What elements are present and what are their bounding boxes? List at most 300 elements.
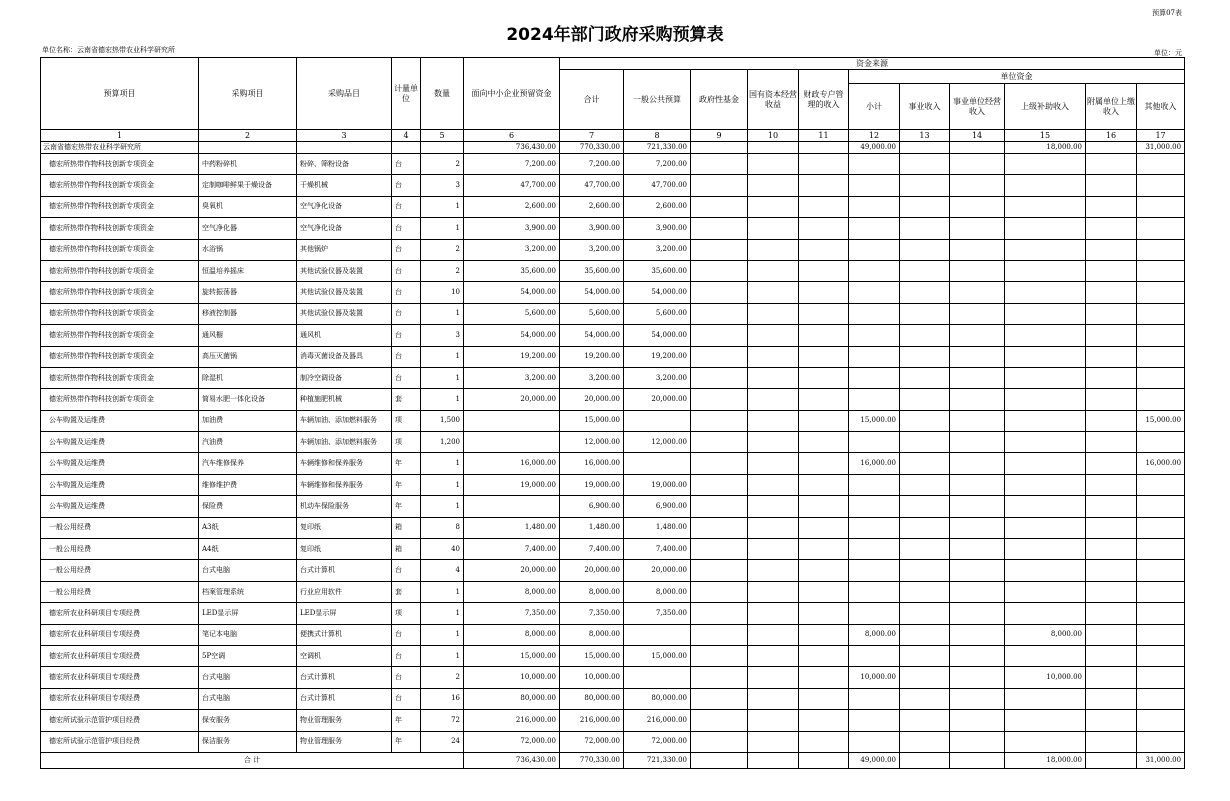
table-cell: 4	[421, 560, 464, 581]
table-cell	[691, 645, 748, 666]
table-cell: 粉碎、筛粉设备	[297, 154, 392, 175]
table-cell	[849, 175, 900, 196]
total-cell: 721,330.00	[624, 752, 691, 768]
table-cell	[900, 453, 950, 474]
table-cell	[900, 603, 950, 624]
table-cell	[950, 367, 1005, 388]
table-cell: 台	[392, 667, 421, 688]
table-cell: 保安服务	[199, 710, 297, 731]
table-cell	[691, 303, 748, 324]
table-cell	[1005, 603, 1086, 624]
header-unit-funds: 单位资金	[849, 70, 1185, 84]
column-number: 12	[849, 130, 900, 142]
table-cell: 德宏所农业科研项目专项经费	[41, 688, 199, 709]
unit-name: 单位名称：云南省德宏热带农业科学研究所	[42, 46, 175, 54]
table-cell	[392, 142, 421, 154]
table-cell: 其他锅炉	[297, 239, 392, 260]
table-cell: 12,000.00	[560, 432, 624, 453]
table-cell: 1	[421, 624, 464, 645]
header-state-capital: 国有资本经营收益	[748, 70, 799, 130]
table-cell	[1005, 731, 1086, 752]
table-cell: 7,200.00	[464, 154, 560, 175]
table-cell	[1137, 560, 1185, 581]
table-cell	[799, 474, 849, 495]
table-cell: 770,330.00	[560, 142, 624, 154]
table-cell: 1	[421, 581, 464, 602]
table-cell	[464, 410, 560, 431]
table-cell	[748, 239, 799, 260]
table-cell: 德宏所热带作物科技创新专项资金	[41, 346, 199, 367]
table-cell	[849, 325, 900, 346]
table-row	[41, 539, 1185, 560]
table-cell	[799, 218, 849, 239]
table-cell	[799, 624, 849, 645]
table-cell: 套	[392, 581, 421, 602]
table-cell	[1005, 688, 1086, 709]
table-cell	[1137, 688, 1185, 709]
table-cell: 80,000.00	[464, 688, 560, 709]
table-cell: 年	[392, 731, 421, 752]
table-cell: 80,000.00	[624, 688, 691, 709]
table-row	[41, 154, 1185, 175]
table-cell	[799, 645, 849, 666]
table-cell	[1086, 539, 1137, 560]
table-cell	[1137, 731, 1185, 752]
total-cell	[691, 752, 748, 768]
table-cell	[1137, 389, 1185, 410]
column-number: 4	[392, 130, 421, 142]
table-cell	[900, 624, 950, 645]
table-cell	[950, 260, 1005, 281]
unit-total-row	[41, 142, 1185, 154]
header-superior-subsidy: 上级补助收入	[1005, 84, 1086, 130]
table-cell	[950, 303, 1005, 324]
currency-unit: 单位：元	[1154, 49, 1182, 57]
table-row	[41, 667, 1185, 688]
table-cell	[900, 731, 950, 752]
table-cell	[748, 667, 799, 688]
table-cell	[624, 453, 691, 474]
table-cell: 消毒灭菌设备及器具	[297, 346, 392, 367]
table-cell: LED显示屏	[199, 603, 297, 624]
table-cell	[748, 603, 799, 624]
table-cell: 18,000.00	[1005, 142, 1086, 154]
table-cell	[799, 496, 849, 517]
table-cell	[900, 496, 950, 517]
table-cell: 德宏所农业科研项目专项经费	[41, 603, 199, 624]
table-cell: 其他试验仪器及装置	[297, 282, 392, 303]
procurement-budget-table	[40, 57, 1185, 769]
table-cell	[748, 142, 799, 154]
table-cell: 德宏所热带作物科技创新专项资金	[41, 196, 199, 217]
table-cell: 40	[421, 539, 464, 560]
table-cell	[624, 667, 691, 688]
table-cell	[1137, 346, 1185, 367]
table-cell	[849, 218, 900, 239]
table-cell: 10,000.00	[849, 667, 900, 688]
table-cell	[849, 346, 900, 367]
table-cell	[1137, 303, 1185, 324]
table-cell	[950, 645, 1005, 666]
table-cell: 5,600.00	[560, 303, 624, 324]
table-cell	[1086, 260, 1137, 281]
table-cell	[1137, 645, 1185, 666]
table-cell: 保险费	[199, 496, 297, 517]
table-cell	[1137, 667, 1185, 688]
table-cell	[1086, 218, 1137, 239]
table-cell: 台	[392, 196, 421, 217]
table-cell	[900, 260, 950, 281]
table-cell	[1086, 603, 1137, 624]
table-cell	[799, 539, 849, 560]
table-cell: 8,000.00	[1005, 624, 1086, 645]
table-cell	[900, 303, 950, 324]
header-budget-item: 预算项目	[41, 58, 199, 130]
table-cell	[691, 731, 748, 752]
table-cell: 台	[392, 325, 421, 346]
table-cell	[900, 175, 950, 196]
table-cell	[799, 432, 849, 453]
table-row	[41, 453, 1185, 474]
table-cell	[950, 517, 1005, 538]
table-cell	[900, 432, 950, 453]
table-cell	[691, 260, 748, 281]
table-cell: 汽油费	[199, 432, 297, 453]
table-cell	[900, 325, 950, 346]
table-cell	[1086, 710, 1137, 731]
table-cell	[900, 154, 950, 175]
table-cell	[900, 667, 950, 688]
table-cell	[1137, 474, 1185, 495]
table-cell	[799, 389, 849, 410]
table-cell	[691, 389, 748, 410]
table-cell: 项	[392, 603, 421, 624]
table-cell: 空气净化设备	[297, 196, 392, 217]
table-cell: 物业管理服务	[297, 731, 392, 752]
table-cell: 台	[392, 560, 421, 581]
total-cell	[1086, 752, 1137, 768]
table-cell: 8,000.00	[849, 624, 900, 645]
table-cell: 8	[421, 517, 464, 538]
table-cell	[1005, 645, 1086, 666]
table-cell: 3	[421, 175, 464, 196]
table-cell: 空气净化设备	[297, 218, 392, 239]
table-row	[41, 303, 1185, 324]
column-number: 7	[560, 130, 624, 142]
table-cell: 2	[421, 239, 464, 260]
table-cell	[1086, 517, 1137, 538]
table-row	[41, 603, 1185, 624]
table-cell: 1	[421, 303, 464, 324]
table-cell	[691, 624, 748, 645]
table-cell: 3,200.00	[464, 367, 560, 388]
table-cell: 德宏所热带作物科技创新专项资金	[41, 367, 199, 388]
table-cell: 20,000.00	[624, 560, 691, 581]
table-cell	[748, 624, 799, 645]
table-cell: 47,700.00	[464, 175, 560, 196]
table-cell: 定制咖啡鲜果干燥设备	[199, 175, 297, 196]
table-cell	[950, 474, 1005, 495]
table-cell: 54,000.00	[560, 325, 624, 346]
table-cell	[464, 432, 560, 453]
table-row	[41, 645, 1185, 666]
table-cell: 台式计算机	[297, 688, 392, 709]
table-cell: 台式电脑	[199, 560, 297, 581]
table-cell: 8,000.00	[560, 581, 624, 602]
table-cell	[900, 389, 950, 410]
table-cell: 2	[421, 667, 464, 688]
table-cell	[950, 218, 1005, 239]
table-cell: 3,200.00	[624, 239, 691, 260]
table-cell	[691, 667, 748, 688]
table-cell	[748, 432, 799, 453]
table-cell	[900, 517, 950, 538]
table-cell	[950, 453, 1005, 474]
table-cell	[691, 142, 748, 154]
table-cell	[799, 303, 849, 324]
table-cell	[900, 282, 950, 303]
header-general-budget: 一般公共预算	[624, 70, 691, 130]
table-cell	[1005, 303, 1086, 324]
table-cell	[799, 346, 849, 367]
column-number: 14	[950, 130, 1005, 142]
table-cell: 台	[392, 367, 421, 388]
table-cell	[799, 581, 849, 602]
table-cell	[849, 474, 900, 495]
table-cell	[950, 496, 1005, 517]
table-cell	[1086, 474, 1137, 495]
table-cell: 空调机	[297, 645, 392, 666]
table-cell	[691, 196, 748, 217]
table-cell: 1,200	[421, 432, 464, 453]
table-cell: 行业应用软件	[297, 581, 392, 602]
column-number: 5	[421, 130, 464, 142]
table-cell	[849, 603, 900, 624]
table-cell	[1086, 496, 1137, 517]
table-cell: 7,200.00	[624, 154, 691, 175]
table-cell	[799, 142, 849, 154]
table-cell	[691, 282, 748, 303]
table-cell	[1086, 282, 1137, 303]
header-subtotal: 小计	[849, 84, 900, 130]
table-cell	[1005, 389, 1086, 410]
table-cell: 一般公用经费	[41, 581, 199, 602]
table-cell: 一般公用经费	[41, 539, 199, 560]
table-cell: 车辆维修和保养服务	[297, 453, 392, 474]
table-row	[41, 346, 1185, 367]
table-cell: 箱	[392, 539, 421, 560]
table-cell: 通风橱	[199, 325, 297, 346]
table-cell	[849, 196, 900, 217]
table-cell: 72,000.00	[560, 731, 624, 752]
column-number: 17	[1137, 130, 1185, 142]
table-cell	[849, 239, 900, 260]
table-cell: 德宏所试验示范管护项目经费	[41, 710, 199, 731]
table-cell	[1005, 453, 1086, 474]
table-cell	[748, 367, 799, 388]
total-cell	[900, 752, 950, 768]
table-cell: 汽车维修保养	[199, 453, 297, 474]
table-cell: 车辆加油、添加燃料服务	[297, 410, 392, 431]
table-row	[41, 410, 1185, 431]
table-cell	[691, 688, 748, 709]
table-cell: 项	[392, 410, 421, 431]
table-cell	[849, 389, 900, 410]
table-cell	[748, 453, 799, 474]
table-cell	[900, 196, 950, 217]
table-cell	[849, 645, 900, 666]
table-cell: 通风机	[297, 325, 392, 346]
table-cell	[799, 603, 849, 624]
table-cell: 物业管理服务	[297, 710, 392, 731]
table-cell	[1005, 517, 1086, 538]
table-row	[41, 175, 1185, 196]
table-cell: 8,000.00	[464, 624, 560, 645]
table-cell: 3,200.00	[560, 239, 624, 260]
table-cell	[748, 645, 799, 666]
table-cell	[950, 282, 1005, 303]
column-number: 15	[1005, 130, 1086, 142]
table-cell: 公车购置及运维费	[41, 410, 199, 431]
table-cell: 旋转振荡器	[199, 282, 297, 303]
table-cell	[1137, 218, 1185, 239]
table-cell: 15,000.00	[624, 645, 691, 666]
table-cell	[1005, 367, 1086, 388]
table-cell	[1137, 517, 1185, 538]
table-cell: 干燥机械	[297, 175, 392, 196]
table-cell	[297, 142, 392, 154]
table-cell	[950, 710, 1005, 731]
table-cell	[1086, 410, 1137, 431]
table-cell	[691, 325, 748, 346]
table-cell: 台式计算机	[297, 667, 392, 688]
table-cell	[849, 688, 900, 709]
table-cell	[849, 303, 900, 324]
table-cell	[950, 175, 1005, 196]
table-cell: 一般公用经费	[41, 560, 199, 581]
table-cell	[1086, 432, 1137, 453]
table-cell	[1137, 154, 1185, 175]
header-purchase-item: 采购项目	[199, 58, 297, 130]
table-cell: 简易水肥一体化设备	[199, 389, 297, 410]
table-cell	[691, 218, 748, 239]
table-cell: 721,330.00	[624, 142, 691, 154]
table-cell: 72,000.00	[624, 731, 691, 752]
table-cell: 制冷空调设备	[297, 367, 392, 388]
table-cell: 15,000.00	[560, 410, 624, 431]
table-cell	[748, 710, 799, 731]
table-cell	[748, 303, 799, 324]
table-cell: 19,200.00	[560, 346, 624, 367]
table-row	[41, 432, 1185, 453]
table-cell: 16,000.00	[560, 453, 624, 474]
table-cell	[748, 325, 799, 346]
table-cell	[900, 710, 950, 731]
table-cell: 54,000.00	[560, 282, 624, 303]
table-cell: 1	[421, 346, 464, 367]
table-cell	[950, 688, 1005, 709]
table-cell	[950, 432, 1005, 453]
table-cell	[849, 260, 900, 281]
table-cell: 19,000.00	[624, 474, 691, 495]
table-cell: 1	[421, 389, 464, 410]
table-cell: 7,400.00	[464, 539, 560, 560]
table-cell	[691, 453, 748, 474]
table-cell: 16,000.00	[849, 453, 900, 474]
table-cell	[748, 282, 799, 303]
table-cell: 恒温培养摇床	[199, 260, 297, 281]
table-cell: 3,900.00	[624, 218, 691, 239]
table-cell	[691, 539, 748, 560]
table-cell: 80,000.00	[560, 688, 624, 709]
table-cell: 公车购置及运维费	[41, 496, 199, 517]
column-number: 6	[464, 130, 560, 142]
table-cell: 公车购置及运维费	[41, 432, 199, 453]
table-cell	[950, 410, 1005, 431]
table-cell	[849, 432, 900, 453]
total-cell	[799, 752, 849, 768]
table-cell	[1005, 410, 1086, 431]
table-cell	[748, 560, 799, 581]
table-cell	[691, 175, 748, 196]
table-cell: 台	[392, 218, 421, 239]
header-affiliated-income: 附属单位上缴收入	[1086, 84, 1137, 130]
table-cell: 216,000.00	[560, 710, 624, 731]
table-cell: 6,900.00	[560, 496, 624, 517]
table-cell	[748, 539, 799, 560]
table-cell	[748, 517, 799, 538]
table-cell: 8,000.00	[560, 624, 624, 645]
table-cell: 72,000.00	[464, 731, 560, 752]
table-cell: 复印纸	[297, 517, 392, 538]
table-cell	[1086, 560, 1137, 581]
table-cell	[1086, 453, 1137, 474]
table-cell: 1,480.00	[560, 517, 624, 538]
table-row	[41, 731, 1185, 752]
table-cell: 19,200.00	[624, 346, 691, 367]
header-measure-unit: 计量单位	[392, 58, 421, 130]
table-cell: 10,000.00	[560, 667, 624, 688]
total-cell: 770,330.00	[560, 752, 624, 768]
table-cell: 54,000.00	[464, 325, 560, 346]
table-cell: 20,000.00	[464, 560, 560, 581]
table-cell	[799, 282, 849, 303]
table-cell	[900, 474, 950, 495]
table-cell: 移液控制器	[199, 303, 297, 324]
table-cell: 216,000.00	[464, 710, 560, 731]
table-cell	[849, 517, 900, 538]
table-cell: 年	[392, 453, 421, 474]
table-cell	[1086, 175, 1137, 196]
table-cell: 47,700.00	[560, 175, 624, 196]
total-cell	[748, 752, 799, 768]
column-number: 2	[199, 130, 297, 142]
table-cell: 机动车保险服务	[297, 496, 392, 517]
table-cell	[1137, 603, 1185, 624]
table-cell: 7,400.00	[560, 539, 624, 560]
table-cell	[900, 346, 950, 367]
table-cell	[1137, 367, 1185, 388]
table-cell	[691, 154, 748, 175]
table-cell	[799, 196, 849, 217]
table-cell: 台	[392, 282, 421, 303]
table-cell: 2,600.00	[624, 196, 691, 217]
table-cell: 德宏所热带作物科技创新专项资金	[41, 175, 199, 196]
table-cell	[1086, 581, 1137, 602]
table-cell: LED显示屏	[297, 603, 392, 624]
table-cell	[900, 645, 950, 666]
table-cell: 复印纸	[297, 539, 392, 560]
